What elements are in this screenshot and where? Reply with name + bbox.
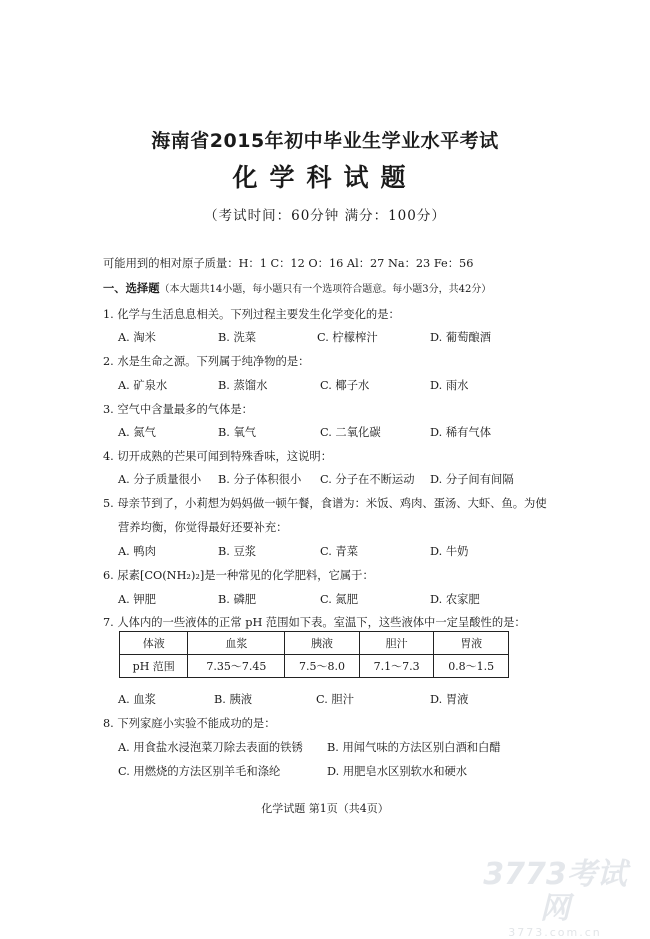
option: D. 分子间有间隔 <box>430 473 514 486</box>
option: B. 用闻气味的方法区别白酒和白醋 <box>327 741 501 754</box>
option: B. 磷肥 <box>218 593 257 606</box>
question-stem: 6. 尿素[CO(NH₂)₂]是一种常见的化学肥料，它属于： <box>103 569 374 582</box>
option: D. 稀有气体 <box>430 426 492 439</box>
option: B. 分子体积很小 <box>218 473 302 486</box>
table-cell: 体液 <box>120 632 188 655</box>
option: A. 淘米 <box>118 331 156 344</box>
option: A. 分子质量很小 <box>118 473 202 486</box>
option: C. 二氧化碳 <box>320 426 381 439</box>
question-stem: 1. 化学与生活息息相关。下列过程主要发生化学变化的是： <box>103 308 400 321</box>
question-stem: 4. 切开成熟的芒果可闻到特殊香味，这说明： <box>103 450 333 463</box>
option: C. 用燃烧的方法区别羊毛和涤纶 <box>118 765 281 778</box>
option: C. 椰子水 <box>320 379 370 392</box>
subject-title: 化学科试题 <box>232 163 418 192</box>
table-cell: 胆汁 <box>359 632 434 655</box>
option: C. 氮肥 <box>320 593 359 606</box>
table-cell: 7.35～7.45 <box>188 655 285 678</box>
watermark-logo <box>470 858 640 939</box>
option: C. 分子在不断运动 <box>320 473 415 486</box>
table-row <box>120 655 509 678</box>
option: A. 矿泉水 <box>118 379 168 392</box>
option: C. 柠檬榨汁 <box>317 331 378 344</box>
option: B. 洗菜 <box>218 331 257 344</box>
option: B. 胰液 <box>214 693 253 706</box>
section-note: （本大题共14小题，每小题只有一个选项符合题意。每小题3分，共42分） <box>159 284 492 295</box>
ph-table <box>119 631 509 678</box>
table-cell: 7.1～7.3 <box>359 655 434 678</box>
option: A. 氮气 <box>118 426 156 439</box>
table-cell: 胰液 <box>285 632 360 655</box>
option: C. 青菜 <box>320 545 359 558</box>
question-stem: 3. 空气中含量最多的气体是： <box>103 403 253 416</box>
option: D. 农家肥 <box>430 593 480 606</box>
option: B. 豆浆 <box>218 545 257 558</box>
table-cell: 7.5～8.0 <box>285 655 360 678</box>
question-stem: 2. 水是生命之源。下列属于纯净物的是： <box>103 355 310 368</box>
watermark-sub: 3773.com.cn <box>508 926 602 939</box>
option: D. 胃液 <box>430 693 469 706</box>
section-title: 一、选择题 <box>103 281 160 295</box>
watermark-main: 3773考试网 <box>483 857 627 926</box>
option: D. 雨水 <box>430 379 469 392</box>
option: D. 牛奶 <box>430 545 469 558</box>
question-stem: 7. 人体内的一些液体的正常 pH 范围如下表。室温下，这些液体中一定呈酸性的是： <box>103 616 526 629</box>
section-heading <box>103 280 491 296</box>
question-stem-continued: 营养均衡，你觉得最好还要补充： <box>118 521 288 534</box>
option: B. 氧气 <box>218 426 257 439</box>
question-stem: 5. 母亲节到了，小莉想为妈妈做一顿午餐，食谱为：米饭、鸡肉、蛋汤、大虾、鱼。为使 <box>103 497 547 510</box>
option: B. 蒸馏水 <box>218 379 268 392</box>
table-cell: pH 范围 <box>120 655 188 678</box>
table-cell: 血浆 <box>188 632 285 655</box>
exam-title: 海南省2015年初中毕业生学业水平考试 <box>151 130 499 152</box>
option: A. 血浆 <box>118 693 156 706</box>
option: D. 用肥皂水区别软水和硬水 <box>327 765 468 778</box>
table-cell: 胃液 <box>434 632 509 655</box>
option: A. 鸭肉 <box>118 545 156 558</box>
page-footer: 化学试题 第1页（共4页） <box>261 802 389 815</box>
option: A. 钾肥 <box>118 593 156 606</box>
option: C. 胆汁 <box>316 693 355 706</box>
atomic-masses: 可能用到的相对原子质量：H：1 C：12 O：16 Al：27 Na：23 Fe：56 <box>103 257 474 270</box>
option: D. 葡萄酿酒 <box>430 331 492 344</box>
question-stem: 8. 下列家庭小实验不能成功的是： <box>103 717 276 730</box>
exam-info: （考试时间：60分钟 满分：100分） <box>204 208 446 224</box>
table-header-row <box>120 632 509 655</box>
table-cell: 0.8～1.5 <box>434 655 509 678</box>
option: A. 用食盐水浸泡菜刀除去表面的铁锈 <box>118 741 303 754</box>
